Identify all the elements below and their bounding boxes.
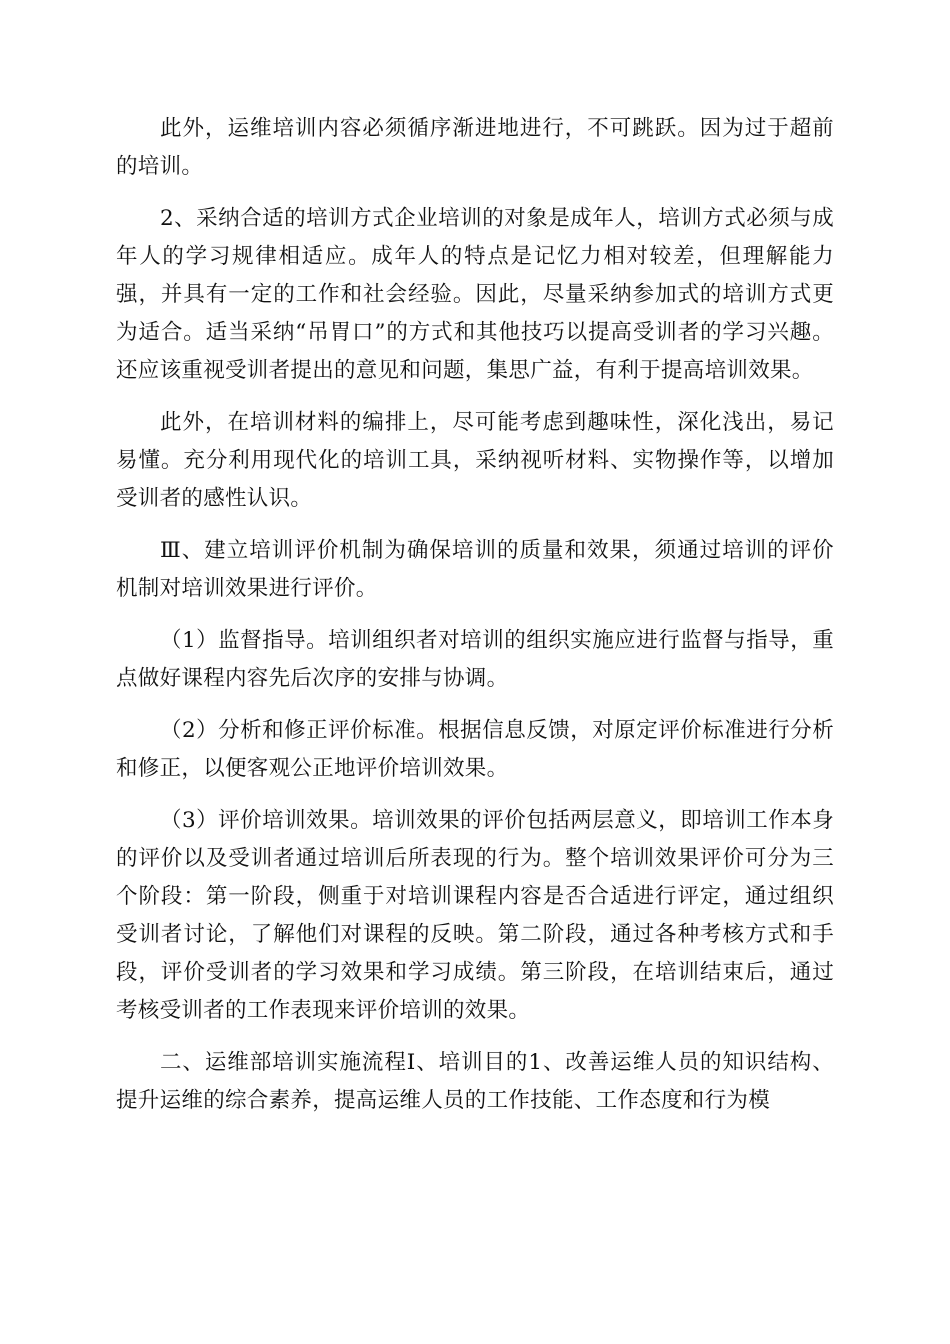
paragraph-gradual-training: 此外，运维培训内容必须循序渐进地进行，不可跳跃。因为过于超前的培训。 <box>116 116 834 179</box>
paragraph-implementation-process: 二、运维部培训实施流程Ⅰ、培训目的1、改善运维人员的知识结构、提升运维的综合素养，提高运维人员的工作技能、工作态度和行为模 <box>116 1050 834 1113</box>
paragraph-evaluate-effect: （3）评价培训效果。培训效果的评价包括两层意义，即培训工作本身的评价以及受训者通过培训后所表现的行为。整个培训效果评价可分为三个阶段：第一阶段，侧重于对培训课程内容是否合适进行评定，通过组织受训者讨论，了解他们对课程的反映。第二阶段，通过各种考核方式和手段，评价受训者的学习效果和学习成绩。第三阶段，在培训结束后，通过考核受训者的工作表现来评价培训的效果。 <box>116 808 834 1023</box>
paragraph-supervision: （1）监督指导。培训组织者对培训的组织实施应进行监督与指导，重点做好课程内容先后次序的安排与协调。 <box>116 628 834 691</box>
paragraph-evaluation-mechanism: Ⅲ、建立培训评价机制为确保培训的质量和效果，须通过培训的评价机制对培训效果进行评价。 <box>116 538 834 601</box>
paragraph-revise-standards: （2）分析和修正评价标准。根据信息反馈，对原定评价标准进行分析和修正，以便客观公正地评价培训效果。 <box>116 718 834 781</box>
paragraph-training-materials: 此外，在培训材料的编排上，尽可能考虑到趣味性，深化浅出，易记易懂。充分利用现代化的培训工具，采纳视听材料、实物操作等，以增加受训者的感性认识。 <box>116 410 834 511</box>
document-body <box>116 110 834 1134</box>
paragraph-training-methods: 2、采纳合适的培训方式企业培训的对象是成年人，培训方式必须与成年人的学习规律相适应。成年人的特点是记忆力相对较差，但理解能力强，并具有一定的工作和社会经验。因此，尽量采纳参加式的培训方式更为适合。适当采纳“吊胃口”的方式和其他技巧以提高受训者的学习兴趣。还应该重视受训者提出的意见和问题，集思广益，有利于提高培训效果。 <box>116 206 834 383</box>
